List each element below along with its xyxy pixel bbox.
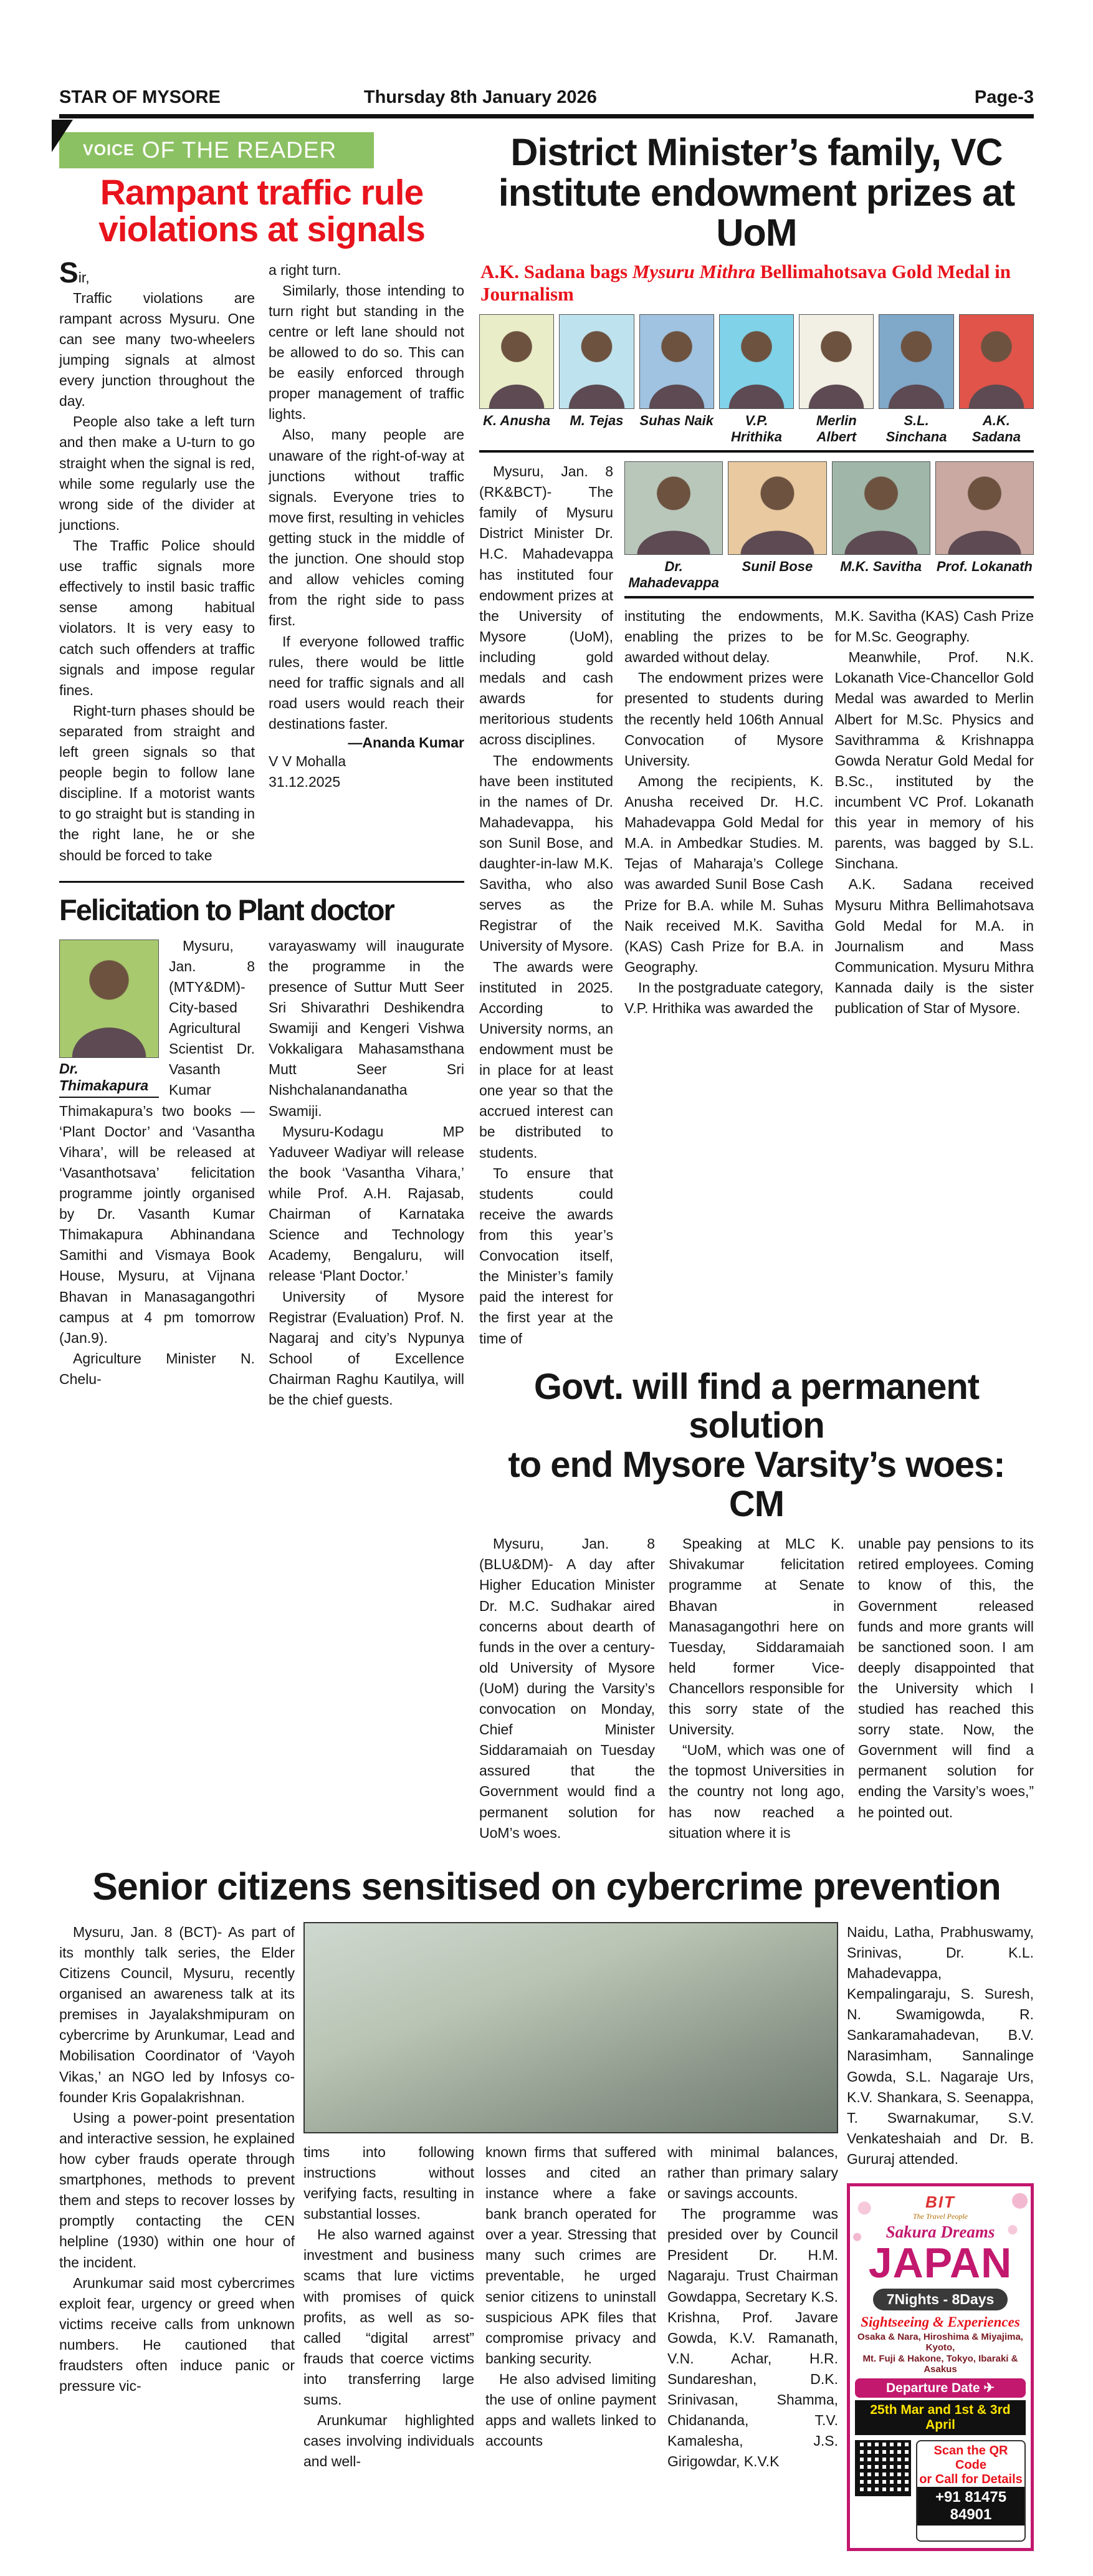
felicitation-body [59, 936, 464, 1411]
photo-caption: M. Tejas [570, 412, 624, 428]
letter-body [59, 256, 464, 866]
photo-merlin-albert [799, 314, 874, 409]
uom-headline-line2: institute endowment prizes at UoM [498, 171, 1015, 254]
photo-caption: V.P. Hrithika [731, 412, 782, 445]
uom-col-2 [624, 606, 824, 1019]
ad-destination-title: JAPAN [868, 2239, 1013, 2287]
letter-headline: Rampant traffic rule violations at signals [98, 173, 425, 250]
subhead-publication-name: Mysuru Mithra [632, 260, 756, 282]
letter-paragraph: The Traffic Police should use traffic signals more effectively to instil basic traffic sense among habitual violators. It is very easy to catch such offenders at traffic signals and impose regular fines. [59, 537, 255, 698]
article-paragraph: Mysuru, Jan. 8 (RK&BCT)- The family of Mysuru District Minister Dr. H.C. Mahadevappa has instituted four endowment prizes at the University of Mysore (UoM), including gold medals and cash awards for meritorious students across disciplines. [479, 463, 613, 748]
page-number: Page-3 [974, 87, 1034, 107]
cm-headline [479, 1368, 1034, 1524]
article-paragraph: To ensure that students could receive the awards from this year’s Convocation itself, the Minister’s family paid the interest for the first year at the time of [479, 1165, 613, 1347]
photo-figure [935, 461, 1034, 595]
ad-sightseeing-label: Sightseeing & Experiences [861, 2314, 1020, 2330]
article-paragraph: unable pay pensions to its retired employees. Coming to know of this, the Government released funds and more grants will be sanctioned soon. I am deeply disappointed that the University which I studied has reached this sorry state. Now, the Government will find a permanent solution for ending the Varsity’s woes,” he pointed out. [858, 1536, 1034, 1820]
article-paragraph: Agriculture Minister N. Chelu- [59, 1350, 255, 1387]
letter-signature-date: 31.12.2025 [269, 774, 341, 791]
uom-right-block [624, 461, 1034, 1349]
letter-col-2 [269, 260, 464, 866]
article-paragraph: Mysuru, Jan. 8 (MTY&DM)- City-based Agricultural Scientist Dr. Vasanth Kumar Thimakapura’s two books — ‘Plant Doctor’ and ‘Vasantha Vihara’, will be released at ‘Vasanthotsava’ felicitation programme jointly organised by Dr. Vasanth Kumar Thimakapura Abhinandana Samithi and Vismaya Book House, Mysuru, at Vijnana Bhavan in Manasagangothri campus at 4 pm tomorrow (Jan.9). [59, 937, 255, 1346]
letter-paragraph: People also take a left turn and then make a U-turn to go straight when the signal is red, while some regularly use the wrong side of the divider at junctions. [59, 413, 255, 533]
article-paragraph: The endowments have been instituted in the names of Dr. Mahadevappa, his son Sunil Bose, and daughter-in-law M.K. Savitha, who also serves as the Registrar of the University of Mysore. [479, 752, 613, 954]
ad-destinations-line2: Mt. Fuji & Hakone, Tokyo, Ibaraki & Asakus [862, 2353, 1018, 2375]
article-paragraph: known firms that suffered losses and cited an instance where a fake bank branch operated for over a year. Stressing that many such crimes are preventable, he urged senior citizens to uninstall suspicious APK files that compromise privacy and banking security. [485, 2143, 656, 2367]
photo-ak-sadana [959, 314, 1034, 409]
ad-duration-pill: 7Nights - 8Days [873, 2289, 1008, 2310]
masthead-rule [59, 114, 1034, 118]
article-paragraph: Mysuru-Kodagu MP Yaduveer Wadiyar will release the book ‘Vasantha Vihara,’ while Prof. A.H. Rajasab, Chairman of Karnataka Science and Technology Academy, Bengaluru, will release ‘Plant Doctor.’ [269, 1123, 464, 1284]
ad-brand-logo: BIT [925, 2193, 955, 2212]
article-paragraph: The awards were instituted in 2025. According to University norms, an endowment must be in place for at least one year so that the accrued interest can be distributed to students. [479, 958, 613, 1161]
photo-caption: K. Anusha [483, 412, 551, 428]
photo-caption: Prof. Lokanath [936, 558, 1033, 574]
photo-figure [959, 314, 1034, 449]
ad-script-title: Sakura Dreams [885, 2223, 995, 2242]
letter-paragraph: Sir, [59, 256, 90, 289]
article-paragraph: University of Mysore Registrar (Evaluation) Prof. N. Nagaraj and city’s Nypunya School of Excellence Chairman Raghu Kautilya, will be the chief guests. [269, 1288, 464, 1408]
right-column [479, 132, 1034, 1843]
japan-tour-ad [847, 2183, 1034, 2551]
article-paragraph: He also warned against investment and business scams that lure victims with promises of quick profits, as well as so-called “digital arrest” frauds that coerce victims into transferring large sums. [303, 2226, 474, 2408]
uom-lower-columns [624, 606, 1034, 1019]
uom-col-1 [479, 461, 613, 1349]
article-paragraph: Mysuru, Jan. 8 (BLU&DM)- A day after Higher Education Minister Dr. M.C. Sudhakar aired concerns about dearth of funds in the over a century-old University of Mysore (UoM) during the Varsity’s convocation on Monday, Chief Minister Siddaramaiah on Tuesday assured that the Government would find a permanent solution for UoM’s woes. [479, 1536, 655, 1841]
photo-figure [832, 461, 930, 595]
article-paragraph: Mysuru, Jan. 8 (BCT)- As part of its monthly talk series, the Elder Citizens Council, Mysuru, recently organised an awareness talk at its premises in Jayalakshmipuram on cybercrime by Arunkumar, Lead and Mobilisation Coordinator of ‘Vayoh Vikas,’ an NGO led by Infosys co-founder Kris Gopalakrishnan. [59, 1923, 295, 2105]
photo-suhas-naik [639, 314, 714, 409]
photo-figure [639, 314, 714, 449]
cm-body [479, 1534, 1034, 1843]
photo-prof-lokanath [935, 461, 1034, 555]
ad-scan-line1: Scan the QR Code [933, 2443, 1008, 2472]
cyber-headline: Senior citizens sensitised on cybercrime prevention [92, 1865, 1001, 1908]
issue-date: Thursday 8th January 2026 [363, 87, 597, 107]
cyber-lower-columns [303, 2142, 838, 2473]
cm-headline-line2: to end Mysore Varsity’s woes: CM [508, 1444, 1005, 1524]
photo-sunil-bose [728, 461, 826, 555]
photo-caption: S.L. Sinchana [885, 412, 947, 445]
uom-headline-line1: District Minister’s family, VC [510, 131, 1003, 173]
group-photo [303, 1922, 838, 2133]
article-paragraph: instituting the endowments, enabling the prizes to be awarded without delay. [624, 607, 824, 666]
photo-caption: Merlin Albert [816, 412, 857, 445]
cyber-middle-block [303, 1922, 838, 2551]
article-paragraph: Meanwhile, Prof. N.K. Lokanath Vice-Chancellor Gold Medal was awarded to Merlin Albert for M.Sc. Physics and Savithramma & Krishnappa Gowda Neratur Gold Medal for B.Sc., instituted by the incumbent VC Prof. Lokanath this year in memory of his parents, was bagged by S.L. Sinchana. [834, 649, 1034, 872]
article-paragraph: Arunkumar highlighted cases involving individuals and well- [303, 2412, 474, 2470]
felicitation-col-1 [59, 936, 255, 1411]
photo-mk-savitha [832, 461, 930, 555]
photo-figure [728, 461, 826, 595]
article-paragraph: tims into following instructions without verifying facts, resulting in substantial losses. [303, 2143, 474, 2223]
photo-caption: Suhas Naik [639, 412, 714, 428]
voice-of-the-reader-banner [59, 132, 374, 168]
dr-thimakapura-photo [59, 940, 159, 1058]
photo-caption: Dr. Mahadevappa [628, 558, 719, 590]
letter-col-1 [59, 256, 255, 866]
uom-headline [479, 132, 1034, 253]
cyber-body [59, 1922, 1034, 2551]
photo-caption: Dr. Thimakapura [59, 1058, 159, 1098]
photo-dr-mahadevappa [624, 461, 723, 555]
masthead [59, 87, 1034, 108]
family-photo-strip [624, 461, 1034, 598]
photo-caption: M.K. Savitha [840, 558, 922, 574]
article-paragraph: Using a power-point presentation and interactive session, he explained how cyber frauds operate through smartphones, methods to prevent them and steps to recover losses by promptly contacting the CEN helpline (1930) within one hour of the incident. [59, 2109, 295, 2271]
letter-signature-place: V V Mohalla [269, 753, 346, 770]
ad-brand-tagline: The Travel People [913, 2212, 968, 2221]
subhead-text: Bellimahotsava Gold Medal in Journalism [480, 260, 1011, 305]
photo-caption: A.K. Sadana [971, 412, 1021, 445]
cm-col-1 [479, 1534, 655, 1843]
article-paragraph: varayaswamy will inaugurate the programme in the presence of Suttur Mutt Seer Sri Shivarathri Deshikendra Swamiji and Kengeri Vishwa Vokkaligara Mahasamsthana Mutt Seer Sri Nishchalanandanatha Swamiji. [269, 937, 464, 1119]
ad-departure-label: Departure Date ✈ [855, 2378, 1026, 2398]
ad-phone-number: +91 81475 84901 [917, 2487, 1024, 2526]
cm-col-3 [858, 1534, 1034, 1843]
ad-scan-line2: or Call for Details [919, 2472, 1023, 2486]
letter-paragraph: Right-turn phases should be separated from straight and left green signals so that people begin to follow lane discipline. If a motorist wants to go straight but is standing in the right lane, he or she should be forced to take [59, 702, 255, 863]
letter-paragraph: a right turn. [269, 261, 341, 278]
article-paragraph: In the postgraduate category, V.P. Hrithika was awarded the [624, 979, 824, 1017]
paper-title: STAR OF MYSORE [59, 87, 221, 107]
photo-figure [879, 314, 953, 449]
letter-paragraph: Traffic violations are rampant across Mysuru. One can see many two-wheelers jumping signals at almost every junction throughout the day. [59, 289, 255, 410]
cm-headline-line1: Govt. will find a permanent solution [533, 1366, 980, 1446]
article-paragraph: Among the recipients, K. Anusha received Dr. H.C. Mahadevappa Gold Medal for M.A. in Ambedkar Studies. M. Tejas of Maharaja’s College was awarded Sunil Bose Cash Prize for B.A. while M. Suhas Naik received M.K. Savitha (KAS) Cash Prize for B.A. in Geography. [624, 772, 824, 975]
ad-destinations-line1: Osaka & Nara, Hiroshima & Miyajima, Kyoto, [857, 2331, 1023, 2353]
voice-kicker-rest: OF THE READER [141, 137, 337, 163]
felicitation-col-2 [269, 936, 464, 1411]
felicitation-headline: Felicitation to Plant doctor [59, 893, 394, 926]
uom-col-3 [835, 606, 1034, 1019]
photo-vp-hrithika [719, 314, 794, 409]
article-paragraph: A.K. Sadana received Mysuru Mithra Bellimahotsava Gold Medal for M.A. in Journalism and Mass Communication. Mysuru Mithra Kannada daily is the sister publication of Star of Mysore. [834, 876, 1034, 1017]
photo-m-tejas [559, 314, 634, 409]
letter-signature: —Ananda Kumar [348, 734, 464, 751]
cyber-col-1 [59, 1922, 295, 2551]
photo-k-anusha [479, 314, 554, 409]
uom-body [479, 461, 1034, 1349]
letter-paragraph: Also, many people are unaware of the right-of-way at junctions without traffic signals. Everyone tries to move first, resulting in vehicles getting stuck in the middle of the junction. One should stop and allow vehicles coming from the right side to pass first. [269, 426, 464, 629]
voice-kicker: VOICE [83, 141, 135, 159]
winners-photo-strip [479, 314, 1034, 453]
photo-figure [719, 314, 794, 449]
left-column [59, 132, 464, 1843]
article-paragraph: “UoM, which was one of the topmost Universities in the country not long ago, has now reached a situation where it is [669, 1742, 844, 1841]
uom-subhead [480, 261, 1034, 305]
photo-figure [559, 314, 634, 449]
section-divider [59, 881, 464, 883]
photo-sl-sinchana [879, 314, 953, 409]
article-paragraph: with minimal balances, rather than primary salary or savings accounts. [667, 2143, 838, 2202]
cyber-col-5 [847, 1922, 1034, 2551]
ad-contact-box [916, 2440, 1026, 2542]
article-paragraph: He also advised limiting the use of online payment apps and wallets linked to accounts [485, 2371, 656, 2449]
article-paragraph: Naidu, Latha, Prabhuswamy, Srinivas, Dr. K.L. Mahadevappa, Kempalingaraju, S. Suresh, N. Swamigowda, R. Sankaramahadevan, B.V. Narasimham, Sannalinge Gowda, S.L. Nagaraje Urs, K.V. Shankara, S. Seenappa, T. Swarnakumar, S.V. Venkateshaiah and Dr. B. Gururaj attended. [847, 1923, 1034, 2168]
qr-code [855, 2440, 911, 2496]
article-paragraph: Speaking at MLC K. Shivakumar felicitation programme at Senate Bhavan in Manasagangothri here on Tuesday, Siddaramaiah held former Vice-Chancellors responsible for this sorry state of the University. [669, 1536, 844, 1738]
article-paragraph: M.K. Savitha (KAS) Cash Prize for M.Sc. Geography. [834, 607, 1034, 645]
cm-col-2 [669, 1534, 844, 1843]
letter-paragraph: If everyone followed traffic rules, there would be little need for traffic signals and all road users would reach their destinations faster. [269, 633, 464, 732]
subhead-text: A.K. Sadana bags [480, 260, 632, 282]
article-paragraph: The programme was presided over by Council President Dr. H.M. Nagaraju. Trust Chairman Gowdappa, Secretary K.S. Krishna, Prof. Javare Gowda, K.V. Ramanath, V.N. Achar, H.R. Sundareshan, D.K. Srinivasan, Shamma, Chidananda, T.V. Kamalesha, J.S. Girigowdar, K.V.K [667, 2206, 838, 2470]
photo-figure [479, 314, 554, 449]
corner-flag-icon [52, 120, 73, 152]
letter-paragraph: Similarly, those intending to turn right but standing in the centre or left lane should not be allowed to do so. This can be easily enforced through proper management of traffic lights. [269, 282, 464, 423]
ad-departure-dates: 25th Mar and 1st & 3rd April [855, 2400, 1026, 2435]
cyber-col-2 [303, 2142, 474, 2473]
cyber-col-4 [667, 2142, 838, 2473]
photo-caption: Sunil Bose [742, 558, 813, 574]
plane-icon: ✈ [983, 2380, 995, 2395]
photo-figure [624, 461, 723, 595]
photo-figure [799, 314, 874, 449]
thimakapura-photo-figure [59, 940, 159, 1098]
article-paragraph: The endowment prizes were presented to students during the recently held 106th Annual Convocation of Mysore University. [624, 670, 824, 769]
cyber-col-3 [485, 2142, 656, 2473]
article-paragraph: Arunkumar said most cybercrimes exploit fear, urgency or greed when victims receive calls from unknown numbers. He cautioned that fraudsters often induce panic or pressure vic- [59, 2274, 295, 2395]
